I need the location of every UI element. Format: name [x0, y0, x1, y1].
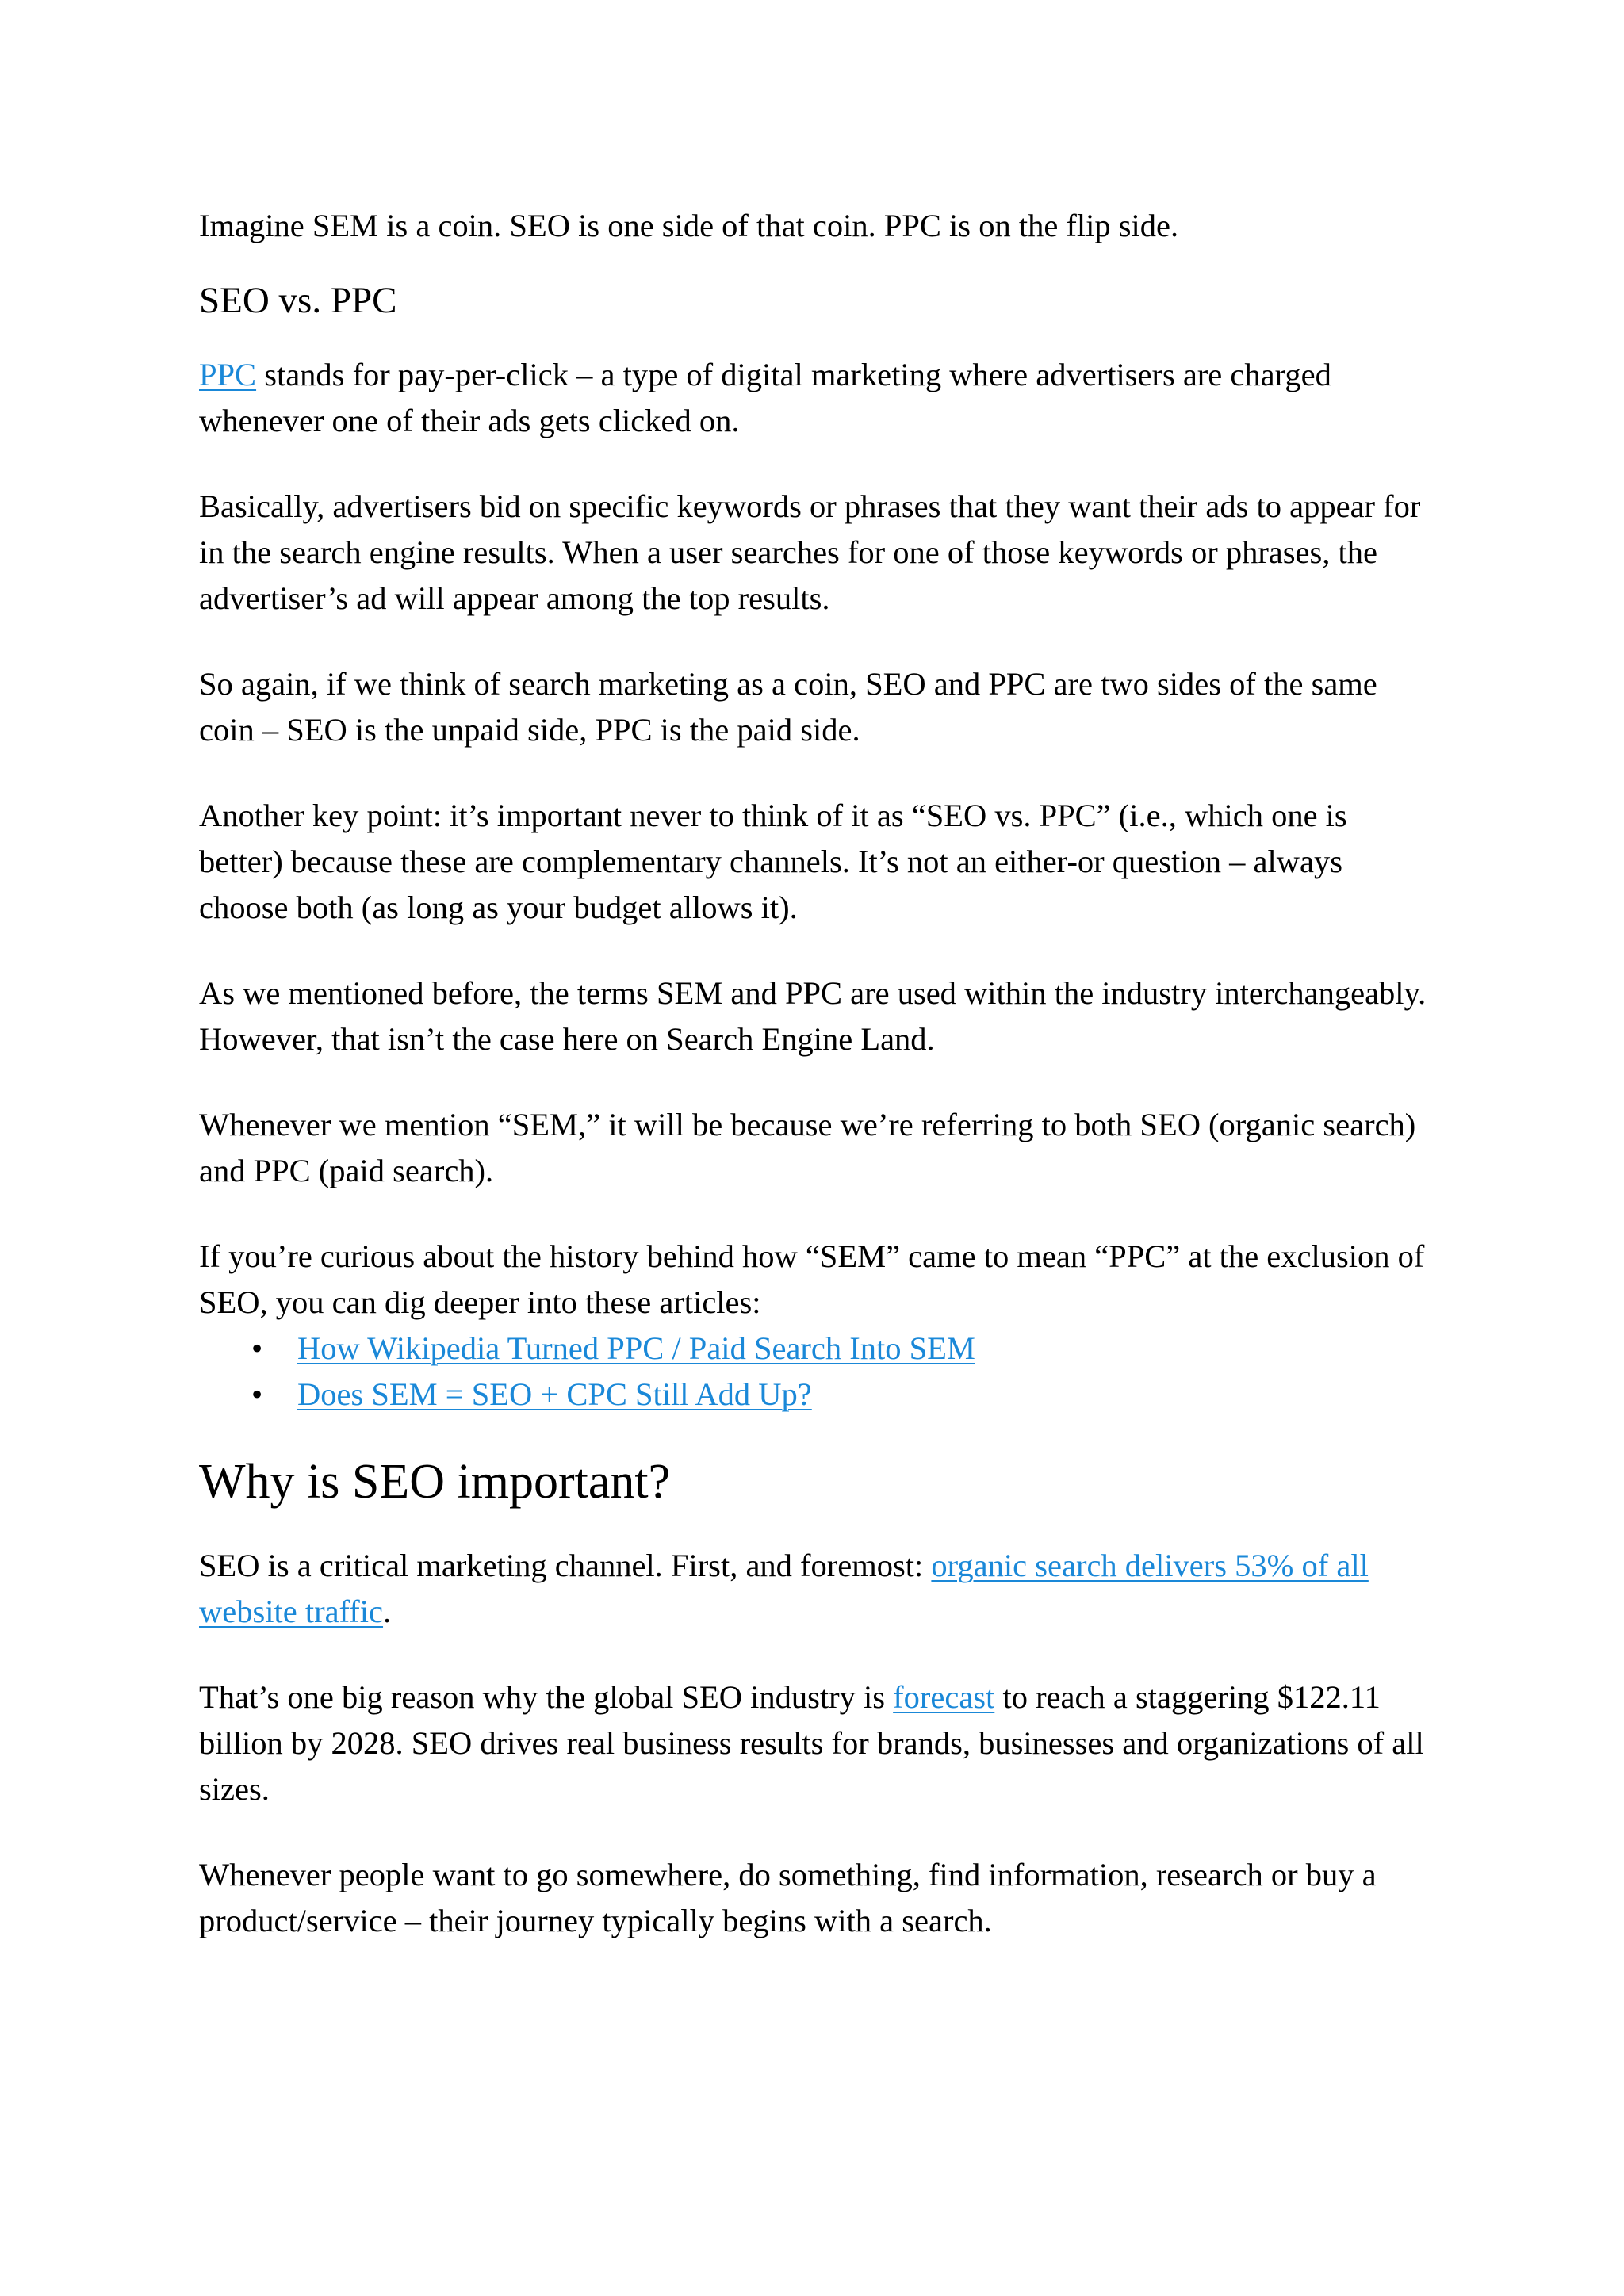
bidding-paragraph: Basically, advertisers bid on specific keywords or phrases that they want their ads to appear for in the search engine results. When a user searches for one of those keywords or phrases, the advertiser’s ad will appear among the top results.	[199, 488, 1421, 616]
intro-paragraph: Imagine SEM is a coin. SEO is one side of that coin. PPC is on the flip side.	[199, 208, 1179, 243]
critical-channel-period: .	[383, 1594, 392, 1629]
bullet-icon: •	[251, 1376, 263, 1412]
section-heading-seo-vs-ppc: SEO vs. PPC	[199, 280, 397, 321]
document-page	[199, 203, 1436, 1944]
key-point-paragraph: Another key point: it’s important never to think of it as “SEO vs. PPC” (i.e., which one is better) because these are complementary channels. It’s not an either-or question – always choose both (as long as your budget allows it).	[199, 798, 1347, 925]
critical-channel-text: SEO is a critical marketing channel. First, and foremost:	[199, 1548, 932, 1583]
ppc-definition-paragraph	[199, 352, 1436, 444]
list-item	[199, 1372, 1436, 1418]
history-paragraph: If you’re curious about the history behind how “SEM” came to mean “PPC” at the exclusion of SEO, you can dig deeper into these articles:	[199, 1238, 1425, 1320]
organic-search-traffic-link[interactable]: organic search delivers 53% of all website traffic	[199, 1548, 1369, 1629]
bullet-icon: •	[251, 1330, 263, 1366]
list-item	[199, 1326, 1436, 1372]
wikipedia-ppc-sem-link[interactable]: How Wikipedia Turned PPC / Paid Search Into SEM	[297, 1330, 975, 1366]
section-heading-why-seo-important: Why is SEO important?	[199, 1455, 671, 1509]
sem-seo-cpc-link[interactable]: Does SEM = SEO + CPC Still Add Up?	[297, 1376, 812, 1412]
search-journey-paragraph: Whenever people want to go somewhere, do something, find information, research or buy a product/service – their journey typically begins with a search.	[199, 1857, 1377, 1938]
terms-paragraph: As we mentioned before, the terms SEM and PPC are used within the industry interchangeably. However, that isn’t the case here on Search Engine Land.	[199, 975, 1427, 1057]
forecast-link[interactable]: forecast	[893, 1679, 995, 1715]
industry-forecast-text: That’s one big reason why the global SEO industry is	[199, 1679, 894, 1715]
ppc-link[interactable]: PPC	[199, 357, 257, 392]
ppc-definition-text: stands for pay-per-click – a type of digital marketing where advertisers are charged whenever one of their ads gets clicked on.	[199, 357, 1331, 438]
industry-forecast-rest: to reach a staggering $122.11 billion by 2028. SEO drives real business results for brands, businesses and organizations of all sizes.	[199, 1679, 1424, 1807]
sem-mention-paragraph: Whenever we mention “SEM,” it will be because we’re referring to both SEO (organic search) and PPC (paid search).	[199, 1107, 1416, 1188]
coin-paragraph: So again, if we think of search marketing as a coin, SEO and PPC are two sides of the same coin – SEO is the unpaid side, PPC is the paid side.	[199, 666, 1377, 748]
article-links-list	[199, 1326, 1436, 1418]
critical-channel-paragraph	[199, 1543, 1436, 1635]
industry-forecast-paragraph	[199, 1674, 1436, 1812]
